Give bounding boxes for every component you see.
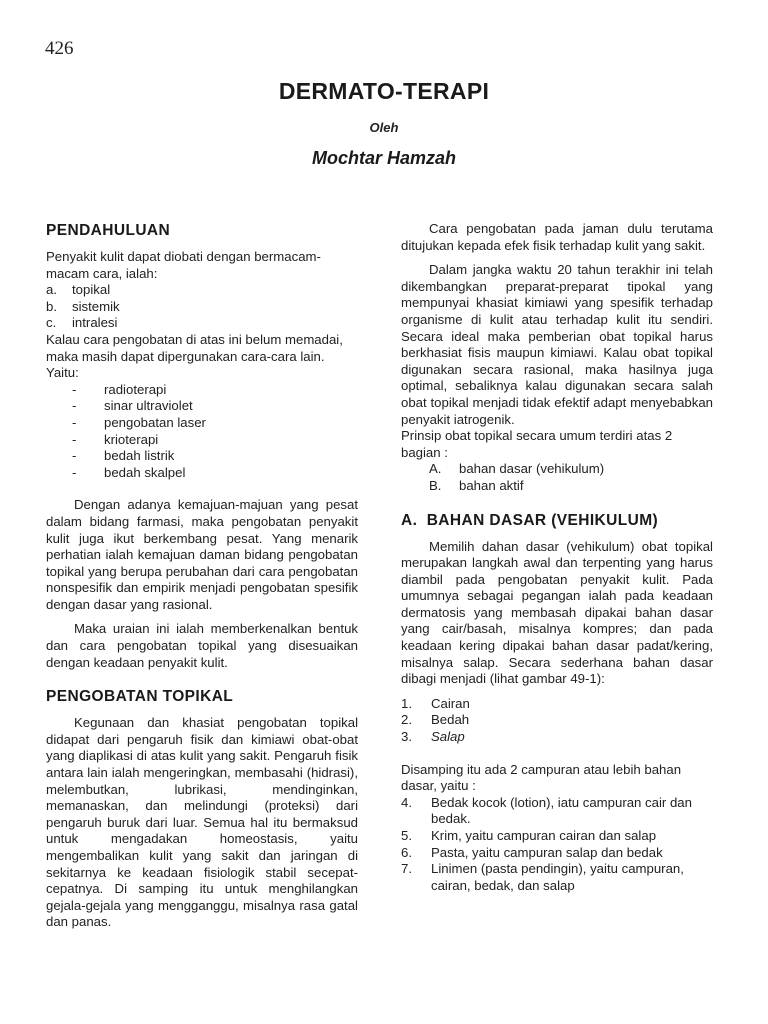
list-text: Bedah: [431, 712, 470, 728]
list-text: sinar ultraviolet: [104, 398, 193, 414]
list-item: [401, 845, 713, 862]
dash-list: [46, 382, 358, 482]
list-marker: 5.: [401, 828, 412, 843]
list-marker: -: [72, 464, 77, 480]
list-item: [46, 382, 358, 399]
paragraph: Memilih dahan dasar (vehikulum) obat topikal merupakan langkah awal dan terpenting yang harus diambil pada pengobatan penyakit kulit. Pada umumnya sebagai pegangan ialah pada keadaan dermatosis yang membasah dipakai bahan dasar yang cair/basah, misalnya kompres; dan pada keadaan kering dipakai bahan dasar padat/kering, misalnya salap. Secara sederhana bahan dasar dibagi menjadi (lihat gambar 49-1):: [401, 538, 713, 687]
list-item: [401, 461, 713, 478]
list-item: [401, 828, 713, 845]
list-text: bedah listrik: [104, 448, 175, 464]
spacer: [401, 688, 713, 696]
paragraph: Kalau cara pengobatan di atas ini belum memadai, maka masih dapat dipergunakan cara-cara lain. Yaitu:: [46, 331, 343, 381]
list-item: [401, 696, 713, 713]
list-text: krioterapi: [104, 431, 159, 447]
spacer: [401, 495, 713, 511]
list-marker: -: [72, 414, 77, 430]
list-text: bahan aktif: [459, 477, 524, 493]
list-marker: A.: [429, 461, 442, 477]
section-heading-bahan-dasar: A. BAHAN DASAR (VEHIKULUM): [401, 511, 659, 529]
list-text: pengobatan laser: [104, 414, 206, 430]
list-text: bahan dasar (vehikulum): [459, 461, 605, 477]
list-text: topikal: [72, 282, 111, 298]
author-name: Mochtar Hamzah: [311, 148, 457, 168]
list-item: [46, 282, 358, 299]
paragraph: Prinsip obat topikal secara umum terdiri atas 2 bagian :: [401, 428, 673, 460]
list-text: Cairan: [431, 695, 470, 711]
list-marker: 6.: [401, 844, 412, 860]
spacer: [401, 746, 713, 762]
paragraph: Disamping itu ada 2 campuran atau lebih bahan dasar, yaitu :: [401, 761, 682, 794]
paragraph: Cara pengobatan pada jaman dulu terutama ditujukan kepada efek fisik terhadap kulit yang sakit.: [401, 221, 713, 253]
list-text: Linimen (pasta pendingin), yaitu campuran, cairan, bedak, dan salap: [431, 861, 684, 893]
list-text: bedah skalpel: [104, 464, 186, 480]
paragraph: Dalam jangka waktu 20 tahun terakhir ini telah dikembangkan preparat-preparat tipokal yang mempunyai khasiat kimiawi yang spesifik terhadap organisme di kulit atau terhadap kulit itu sendiri. Secara ideal maka pemberian obat topikal harus berkhasiat fisis maupun kimiawi. Kalau obat topikal digunakan secara rasional, maka hasilnya juga optimal, sebaliknya kalau digunakan secara salah obat topikal menjadi tidak efektif adapt menyebabkan penyakit iatrogenik.: [401, 262, 713, 427]
list-marker: -: [72, 398, 77, 414]
paragraph: Kegunaan dan khasiat pengobatan topikal didapat dari pengaruh fisik dan kimiawi obat-obat yang diaplikasi di atas kulit yang sakit. Pengaruh fisik antara lain ialah mengeringkan, membasahi (hidrasi), melembutkan, lubrikasi, mendinginkan, memanaskan, dan melindungi (proteksi) dari pengaruh buruk dari luar. Semua hal itu bermaksud untuk mengadakan homeostasis, yaitu mengembalikan kulit yang sakit dan jaringan di sekitarnya ke keadaan fisiologik stabil secepat-cepatnya. Di samping itu untuk menghilangkan gejala-gejala yang mengganggu, misalnya rasa gatal dan panas.: [46, 715, 358, 930]
list-item: [401, 861, 713, 894]
list-marker: a.: [46, 282, 57, 298]
list-marker: -: [72, 381, 77, 397]
section-heading-pendahuluan: PENDAHULUAN: [46, 222, 171, 239]
list-item: [46, 448, 358, 465]
list-text: Pasta, yaitu campuran salap dan bedak: [431, 844, 663, 860]
spacer: [46, 671, 358, 687]
list-item: [401, 712, 713, 729]
list-marker: c.: [46, 315, 57, 331]
paragraph: Maka uraian ini ialah memberkenalkan bentuk dan cara pengobatan topikal yang disesuaikan dengan keadaan penyakit kulit.: [46, 621, 358, 670]
list-marker: 4.: [401, 794, 412, 810]
list-item: [46, 465, 358, 482]
list-item: [401, 795, 713, 828]
abc-list: [46, 282, 358, 332]
page-number: 426: [45, 38, 74, 59]
list-marker: 2.: [401, 712, 412, 728]
spacer: [46, 613, 358, 621]
ab-list: [401, 461, 713, 494]
list-text: radioterapi: [104, 381, 167, 397]
document-title: DERMATO-TERAPI: [278, 78, 490, 104]
paragraph: Dengan adanya kemajuan-majuan yang pesat dalam bidang farmasi, maka pengobatan penyakit kulit juga ikut berkembang pesat. Yang menarik perhatian ialah kemajuan daman bidang pengobatan topikal yang berupa perubahan dari cara pengobatan nonspesifik dan empirik menjadi pengobatan spesifik dengan dasar yang rasional.: [46, 497, 358, 612]
paragraph: Penyakit kulit dapat diobati dengan bermacam-macam cara, ialah:: [46, 249, 321, 281]
spacer: [46, 481, 358, 497]
list-marker: 7.: [401, 861, 412, 877]
list-item: [46, 315, 358, 332]
list-item: [46, 299, 358, 316]
list-item: [46, 398, 358, 415]
list-text: Krim, yaitu campuran cairan dan salap: [431, 828, 657, 843]
list-text: intralesi: [72, 315, 118, 331]
section-heading-pengobatan-topikal: PENGOBATAN TOPIKAL: [46, 688, 234, 706]
list-item: [46, 415, 358, 432]
list-marker: b.: [46, 298, 57, 314]
list-text: Salap: [431, 729, 465, 745]
list-marker: 3.: [401, 729, 412, 745]
list-marker: 1.: [401, 695, 412, 711]
list-marker: B.: [429, 477, 442, 493]
list-item: [401, 478, 713, 495]
list-item: [401, 729, 713, 746]
list-item: [46, 432, 358, 449]
numbered-list-2: [401, 795, 713, 895]
list-text: sistemik: [72, 298, 120, 314]
spacer: [401, 254, 713, 262]
numbered-list-1: [401, 696, 713, 746]
list-text: Bedak kocok (lotion), iatu campuran cair dan bedak.: [431, 794, 692, 827]
list-marker: -: [72, 448, 77, 464]
list-marker: -: [72, 431, 77, 447]
byline: Oleh: [369, 120, 399, 135]
right-column: [401, 221, 713, 894]
left-column: [46, 221, 358, 931]
